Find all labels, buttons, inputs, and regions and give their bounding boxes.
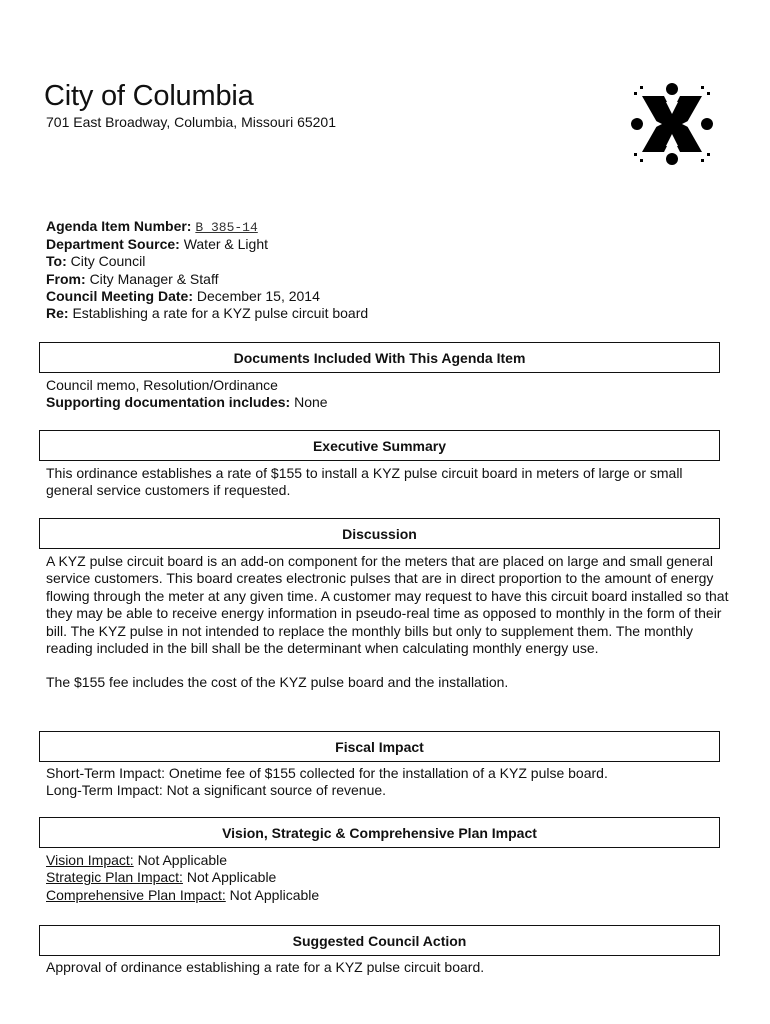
documents-heading: Documents Included With This Agenda Item	[39, 342, 720, 373]
to-value: City Council	[70, 253, 146, 270]
executive-summary-body	[46, 465, 730, 500]
documents-body	[46, 377, 730, 412]
agenda-item-row	[46, 218, 368, 236]
re-label: Re:	[46, 305, 69, 322]
fiscal-impact-body	[46, 765, 730, 800]
department-value: Water & Light	[183, 236, 268, 253]
documents-line: Council memo, Resolution/Ordinance	[46, 377, 278, 393]
re-value: Establishing a rate for a KYZ pulse circuit board	[72, 305, 369, 322]
to-label: To:	[46, 253, 67, 270]
re-row	[46, 305, 368, 322]
comprehensive-impact-label: Comprehensive Plan Impact:	[46, 886, 226, 903]
fiscal-impact-heading: Fiscal Impact	[39, 731, 720, 762]
meeting-date-value: December 15, 2014	[196, 287, 320, 304]
supporting-docs-value: None	[294, 394, 328, 411]
executive-summary-heading: Executive Summary	[39, 430, 720, 461]
agenda-item-number: B 385-14	[195, 220, 258, 235]
to-row	[46, 253, 368, 270]
vision-impact-label: Vision Impact:	[46, 852, 134, 868]
council-action-body	[46, 959, 730, 976]
vision-impact-row	[46, 852, 730, 869]
vision-impact-body	[46, 852, 730, 904]
strategic-impact-row	[46, 869, 730, 886]
executive-summary-text: This ordinance establishes a rate of $155 to install a KYZ pulse circuit board in meters of large or small general service customers if requested.	[46, 465, 683, 499]
agenda-meta	[46, 218, 368, 322]
discussion-heading: Discussion	[39, 518, 720, 549]
from-row	[46, 271, 368, 288]
comprehensive-impact-row	[46, 887, 730, 904]
city-address: 701 East Broadway, Columbia, Missouri 65201	[46, 114, 337, 130]
discussion-paragraph-2: The $155 fee includes the cost of the KYZ pulse board and the installation.	[46, 674, 509, 691]
supporting-docs-label: Supporting documentation includes:	[46, 394, 291, 411]
discussion-paragraph-1: A KYZ pulse circuit board is an add-on component for the meters that are placed on large and small general service customers. This board creates electronic pulses that are in direct proportion to the amount of energy flowing through the meter at any given time. A customer may request to have this circuit board installed so that they may be able to receive energy information in pseudo-real time as opposed to monthly in the form of their bill. The KYZ pulse in not intended to replace the monthly bills but only to supplement them. The monthly reading included in the bill shall be the determinant when calculating monthly energy use.	[46, 553, 729, 657]
from-value: City Manager & Staff	[89, 270, 219, 287]
supporting-docs	[46, 394, 730, 411]
city-name: City of Columbia	[44, 80, 254, 112]
comprehensive-impact-value: Not Applicable	[229, 886, 320, 903]
discussion-body	[46, 553, 730, 692]
strategic-impact-value: Not Applicable	[186, 869, 277, 886]
strategic-impact-label: Strategic Plan Impact:	[46, 869, 183, 886]
short-term-impact: Short-Term Impact: Onetime fee of $155 collected for the installation of a KYZ pulse board.	[46, 765, 608, 781]
agenda-item-label: Agenda Item Number:	[46, 218, 192, 234]
vision-impact-value: Not Applicable	[137, 852, 228, 868]
meeting-date-row	[46, 288, 368, 305]
department-row	[46, 236, 368, 253]
city-logo-icon	[630, 82, 714, 166]
council-action-text: Approval of ordinance establishing a rate for a KYZ pulse circuit board.	[46, 959, 485, 975]
vision-impact-heading: Vision, Strategic & Comprehensive Plan Impact	[39, 817, 720, 848]
department-label: Department Source:	[46, 236, 180, 253]
from-label: From:	[46, 270, 86, 287]
meeting-date-label: Council Meeting Date:	[46, 287, 194, 304]
long-term-impact: Long-Term Impact: Not a significant source of revenue.	[46, 782, 387, 799]
council-action-heading: Suggested Council Action	[39, 925, 720, 956]
